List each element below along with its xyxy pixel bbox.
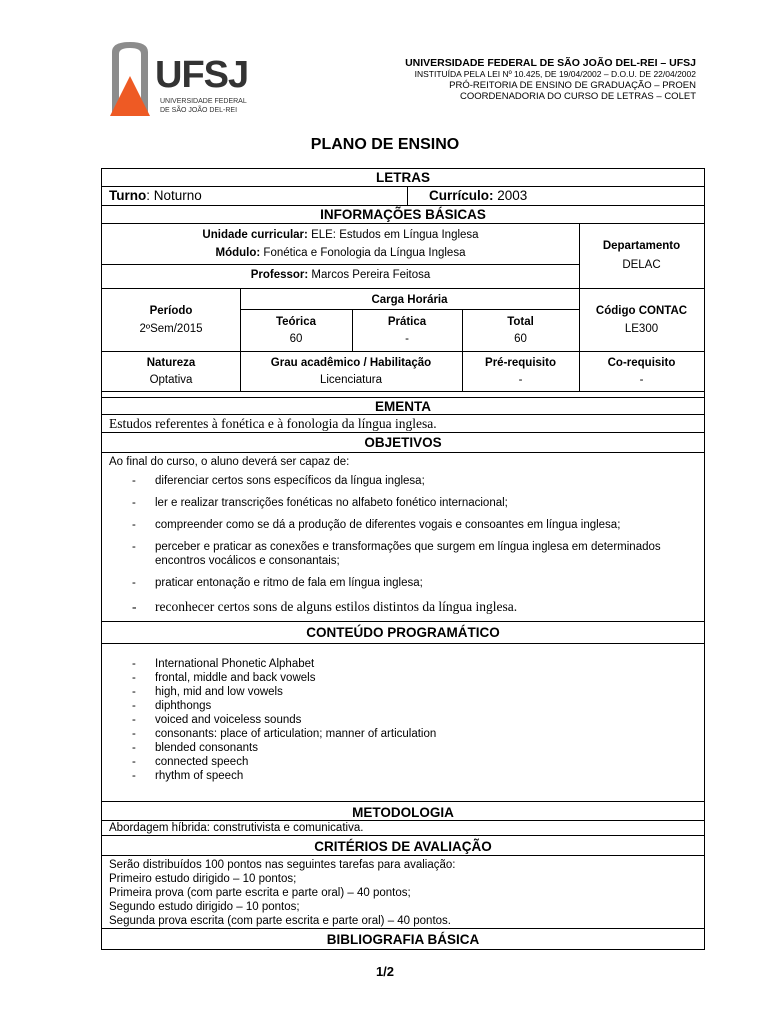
logo-text: UFSJ: [155, 54, 249, 96]
list-item: - voiced and voiceless sounds: [108, 713, 688, 727]
modulo-label: Módulo:: [215, 247, 261, 259]
modulo: [102, 247, 579, 259]
page-title: PLANO DE ENSINO: [310, 136, 460, 153]
list-item: - connected speech: [108, 755, 688, 769]
unidade-block: [102, 224, 704, 289]
professor: [102, 269, 579, 281]
conteudo-list: [108, 657, 688, 783]
grau-label: Grau acadêmico / Habilitação: [270, 357, 432, 369]
periodo-label: Período: [149, 305, 193, 317]
coreq-label: Co-requisito: [607, 357, 676, 369]
objetivos-intro: Ao final do curso, o aluno deverá ser capaz de:: [109, 456, 350, 468]
curriculo-label: Currículo:: [429, 188, 494, 203]
coordenadoria: COORDENADORIA DO CURSO DE LETRAS – COLET: [460, 91, 696, 102]
professor-label: Professor:: [250, 269, 309, 281]
modulo-value: Fonética e Fonologia da Língua Inglesa: [260, 247, 466, 259]
unidade-curricular: [102, 229, 579, 241]
logo-subtitle-2: DE SÃO JOÃO DEL-REI: [160, 107, 238, 114]
curriculo-value: 2003: [493, 188, 528, 203]
logo-subtitle-1: UNIVERSIDADE FEDERAL: [160, 98, 247, 105]
natureza-block: [102, 352, 704, 392]
list-item: - rhythm of speech: [108, 769, 688, 783]
objetivos-list: [108, 474, 688, 616]
criterios-line: Segunda prova escrita (com parte escrita e parte oral) – 40 pontos.: [109, 915, 451, 927]
criterios-line: Primeira prova (com parte escrita e parte oral) – 40 pontos;: [109, 887, 411, 899]
carga-horaria-label: Carga Horária: [371, 294, 448, 306]
departamento-value: DELAC: [622, 259, 661, 271]
list-item: - International Phonetic Alphabet: [108, 657, 688, 671]
ementa-text: Estudos referentes à fonética e à fonologia da língua inglesa.: [102, 415, 704, 433]
natureza-value: Optativa: [149, 374, 193, 386]
prereq-value: -: [518, 374, 523, 386]
page-number: 1/2: [375, 964, 395, 979]
criterios-block: [102, 856, 704, 929]
conteudo-title: CONTEÚDO PROGRAMÁTICO: [102, 622, 704, 644]
list-item: - high, mid and low vowels: [108, 685, 688, 699]
conteudo-block: [102, 644, 704, 802]
pro-reitoria: PRÓ-REITORIA DE ENSINO DE GRADUAÇÃO – PROEN: [449, 80, 696, 91]
list-item: - ler e realizar transcrições fonéticas no alfabeto fonético internacional;: [108, 496, 688, 510]
coreq-value: -: [639, 374, 644, 386]
list-item: - frontal, middle and back vowels: [108, 671, 688, 685]
info-basicas-title: INFORMAÇÕES BÁSICAS: [102, 206, 704, 224]
list-item: - praticar entonação e ritmo de fala em língua inglesa;: [108, 576, 688, 590]
creation-law: INSTITUÍDA PELA LEI Nº 10.425, DE 19/04/2002 – D.O.U. DE 22/04/2002: [414, 69, 696, 79]
pratica-label: Prática: [387, 316, 427, 328]
codigo-label: Código CONTAC: [595, 305, 688, 317]
list-item: - diphthongs: [108, 699, 688, 713]
list-item: - perceber e praticar as conexões e transformações que surgem em língua inglesa em determinados encontros vocálicos e consonantais;: [108, 540, 688, 568]
plan-table: [101, 168, 705, 950]
unidade-label: Unidade curricular:: [202, 229, 308, 241]
course-name: LETRAS: [102, 169, 704, 187]
list-item: - reconhecer certos sons de alguns estilos distintos da língua inglesa.: [108, 598, 688, 616]
turno-row: [102, 187, 704, 206]
university-name: UNIVERSIDADE FEDERAL DE SÃO JOÃO DEL-REI – UFSJ: [405, 57, 696, 69]
metodologia-title: METODOLOGIA: [102, 802, 704, 821]
curriculo-field: [429, 188, 527, 203]
grau-value: Licenciatura: [319, 374, 382, 386]
criterios-line: Primeiro estudo dirigido – 10 pontos;: [109, 873, 297, 885]
bibliografia-title: BIBLIOGRAFIA BÁSICA: [326, 932, 480, 947]
turno-value: : Noturno: [146, 188, 202, 203]
criterios-line: Serão distribuídos 100 pontos nas seguintes tarefas para avaliação:: [109, 859, 456, 871]
teorica-value: 60: [289, 333, 303, 345]
codigo-value: LE300: [624, 323, 659, 335]
list-item: - blended consonants: [108, 741, 688, 755]
pratica-value: -: [405, 333, 409, 345]
carga-block: [102, 289, 704, 352]
objetivos-block: [102, 453, 704, 622]
turno-field: [109, 188, 202, 203]
turno-label: Turno: [109, 188, 147, 203]
ufsj-logo: [108, 40, 253, 120]
total-label: Total: [507, 316, 534, 328]
metodologia-text: Abordagem híbrida: construtivista e comunicativa.: [102, 821, 704, 836]
natureza-label: Natureza: [146, 357, 196, 369]
total-value: 60: [514, 333, 527, 345]
periodo-value: 2ºSem/2015: [139, 323, 203, 335]
unidade-value: ELE: Estudos em Língua Inglesa: [307, 229, 479, 241]
criterios-line: Segundo estudo dirigido – 10 pontos;: [109, 901, 300, 913]
list-item: - compreender como se dá a produção de diferentes vogais e consoantes em língua inglesa;: [108, 518, 688, 532]
objetivos-title: OBJETIVOS: [102, 433, 704, 453]
teorica-label: Teórica: [275, 316, 317, 328]
ementa-title: EMENTA: [102, 398, 704, 415]
criterios-title: CRITÉRIOS DE AVALIAÇÃO: [102, 836, 704, 856]
departamento-label: Departamento: [602, 240, 681, 252]
list-item: - consonants: place of articulation; manner of articulation: [108, 727, 688, 741]
institution-header: [405, 58, 696, 102]
prereq-label: Pré-requisito: [485, 357, 556, 369]
professor-value: Marcos Pereira Feitosa: [308, 269, 431, 281]
list-item: - diferenciar certos sons específicos da língua inglesa;: [108, 474, 688, 488]
